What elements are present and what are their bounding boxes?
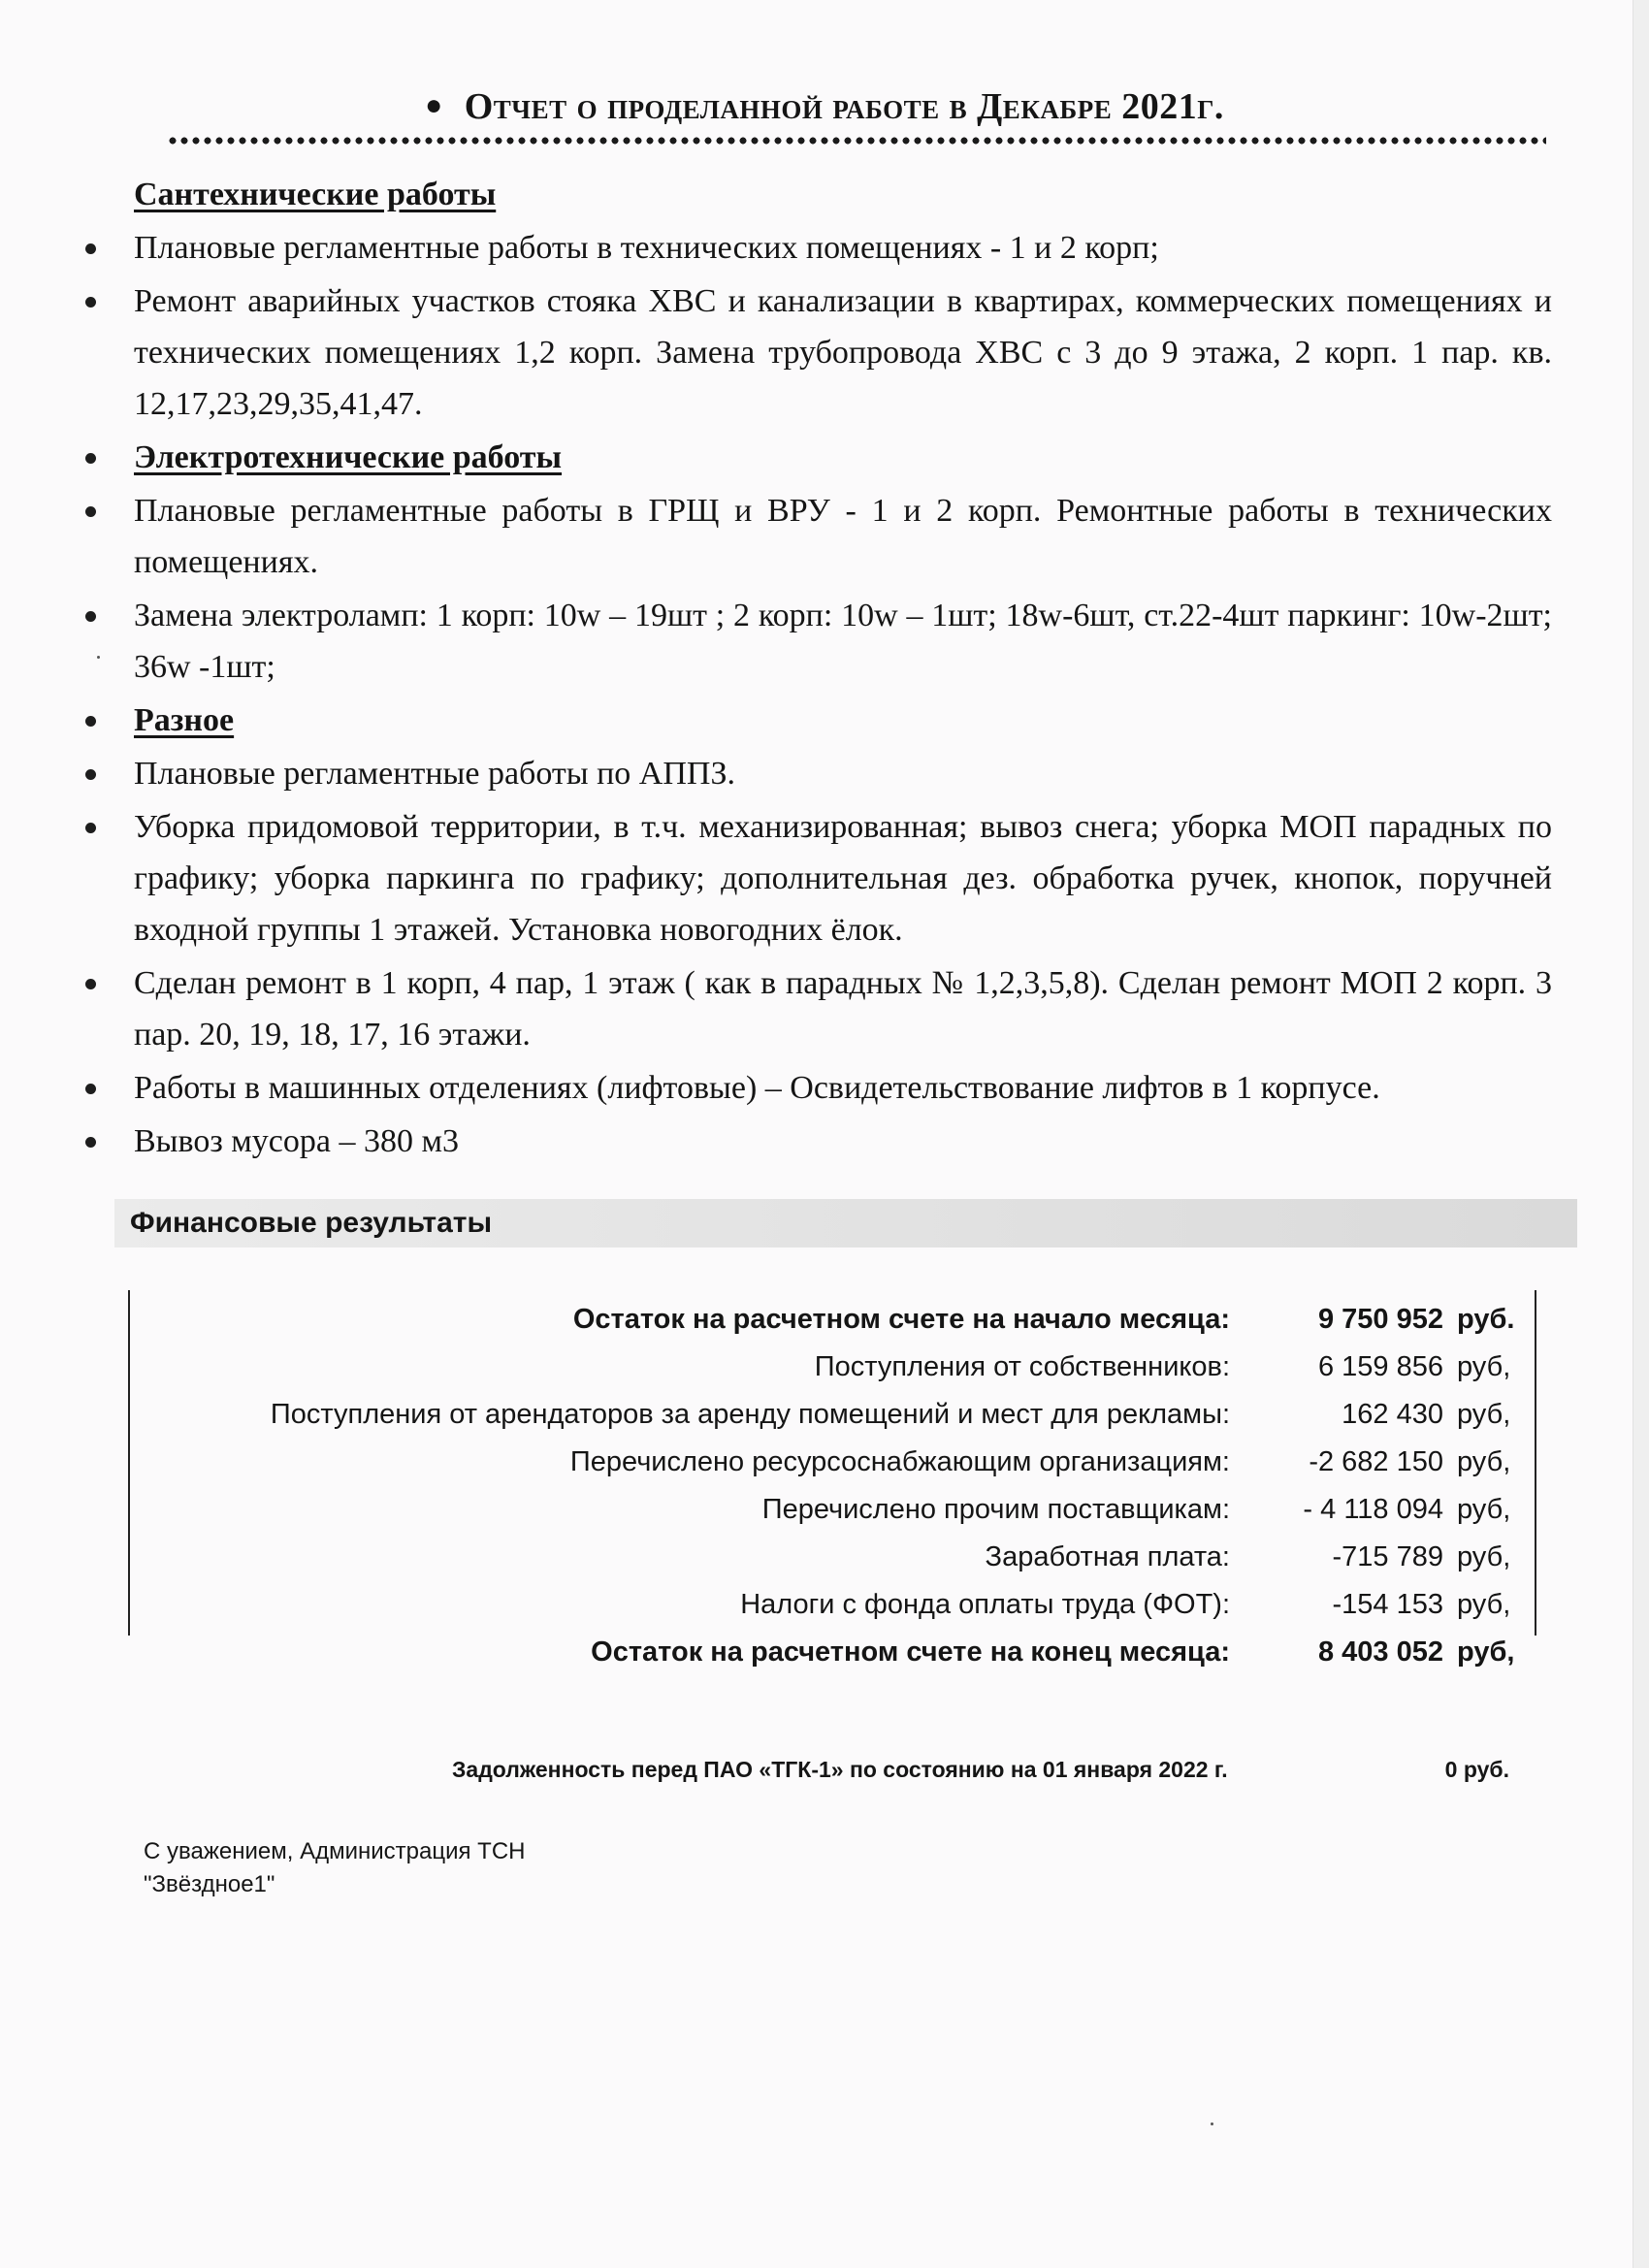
row-label: Заработная плата:	[985, 1541, 1230, 1572]
row-amount: 6 159 856	[1317, 1351, 1443, 1382]
list-item: Плановые регламентные работы в технических помещениях - 1 и 2 корп;	[78, 222, 1552, 274]
scan-speck	[1211, 2122, 1213, 2125]
row-label: Остаток на расчетном счете на конец месяца:	[591, 1636, 1230, 1668]
row-unit: руб,	[1457, 1494, 1511, 1525]
row-label: Поступления от арендаторов за аренду помещений и мест для рекламы:	[270, 1399, 1230, 1430]
table-row	[128, 1486, 1525, 1534]
signature-line-2: "Звёздное1"	[144, 1871, 275, 1897]
debt-label: Задолженность перед ПАО «ТГК-1» по состоянию на 01 января 2022 г.	[452, 1757, 1228, 1782]
debt-statement	[452, 1757, 1519, 1783]
table-row	[128, 1439, 1525, 1486]
work-report-list	[78, 169, 1552, 1169]
row-amount: - 4 118 094	[1303, 1494, 1443, 1525]
title-bullet-icon: ●	[425, 89, 443, 121]
section-heading-plumbing: Сантехнические работы	[134, 177, 497, 212]
financial-results-heading: Финансовые результаты	[114, 1199, 1577, 1247]
row-amount: -154 153	[1332, 1589, 1443, 1620]
list-item: Замена электроламп: 1 корп: 10w – 19шт ; 2 корп: 10w – 1шт; 18w-6шт, ст.22-4шт паркинг: 10w-2шт; 36w -1шт;	[78, 590, 1552, 693]
row-label: Поступления от собственников:	[814, 1351, 1230, 1382]
list-item: Сделан ремонт в 1 корп, 4 пар, 1 этаж ( как в парадных № 1,2,3,5,8). Сделан ремонт МОП 2 корп. 3 пар. 20, 19, 18, 17, 16 этажи.	[78, 957, 1552, 1060]
row-amount: -2 682 150	[1309, 1446, 1443, 1477]
row-label: Налоги с фонда оплаты труда (ФОТ):	[740, 1589, 1230, 1620]
table-row	[128, 1344, 1525, 1391]
section-heading-electrical: Электротехнические работы	[78, 432, 1552, 483]
row-label: Остаток на расчетном счете на начало месяца:	[572, 1304, 1230, 1335]
list-item: Ремонт аварийных участков стояка ХВС и канализации в квартирах, коммерческих помещениях и технических помещениях 1,2 корп. Замена трубопровода ХВС с 3 до 9 этажа, 2 корп. 1 пар. кв. 12,17,23,29,35,41,47.	[78, 275, 1552, 430]
row-label: Перечислено ресурсоснабжающим организациям:	[569, 1446, 1230, 1477]
financial-table	[128, 1296, 1525, 1676]
list-item: Вывоз мусора – 380 м3	[78, 1116, 1552, 1167]
row-amount: 8 403 052	[1317, 1636, 1443, 1668]
table-row	[128, 1534, 1525, 1581]
dotted-divider	[167, 136, 1546, 146]
row-unit: руб,	[1457, 1351, 1511, 1382]
table-row	[128, 1296, 1525, 1344]
list-item: Уборка придомовой территории, в т.ч. механизированная; вывоз снега; уборка МОП парадных по графику; уборка паркинга по графику; дополнительная дез. обработка ручек, кнопок, поручней входной группы 1 этажей. Установка новогодних ёлок.	[78, 801, 1552, 956]
paper-edge	[1633, 0, 1649, 2268]
list-item: Плановые регламентные работы в ГРЩ и ВРУ - 1 и 2 корп. Ремонтные работы в технических помещениях.	[78, 485, 1552, 588]
table-row	[128, 1629, 1525, 1676]
row-unit: руб,	[1457, 1541, 1511, 1572]
signature-block	[144, 1835, 525, 1901]
row-unit: руб,	[1457, 1446, 1511, 1477]
row-unit: руб,	[1457, 1636, 1515, 1668]
row-amount: 162 430	[1342, 1399, 1443, 1430]
scan-speck	[97, 656, 100, 659]
debt-value: 0 руб.	[1444, 1757, 1509, 1782]
row-amount: 9 750 952	[1317, 1304, 1443, 1335]
row-unit: руб.	[1457, 1304, 1515, 1335]
signature-line-1: С уважением, Администрация ТСН	[144, 1838, 526, 1864]
list-item: Плановые регламентные работы по АППЗ.	[78, 748, 1552, 799]
row-unit: руб,	[1457, 1399, 1511, 1430]
row-label: Перечислено прочим поставщикам:	[761, 1494, 1230, 1525]
row-amount: -715 789	[1332, 1541, 1443, 1572]
table-row	[128, 1581, 1525, 1629]
list-item: Работы в машинных отделениях (лифтовые) – Освидетельствование лифтов в 1 корпусе.	[78, 1062, 1552, 1114]
title-text: Отчет о проделанной работе в Декабре 2021г.	[464, 86, 1224, 127]
page-title	[0, 85, 1649, 128]
row-unit: руб,	[1457, 1589, 1511, 1620]
section-heading-misc: Разное	[78, 695, 1552, 746]
table-row	[128, 1391, 1525, 1439]
